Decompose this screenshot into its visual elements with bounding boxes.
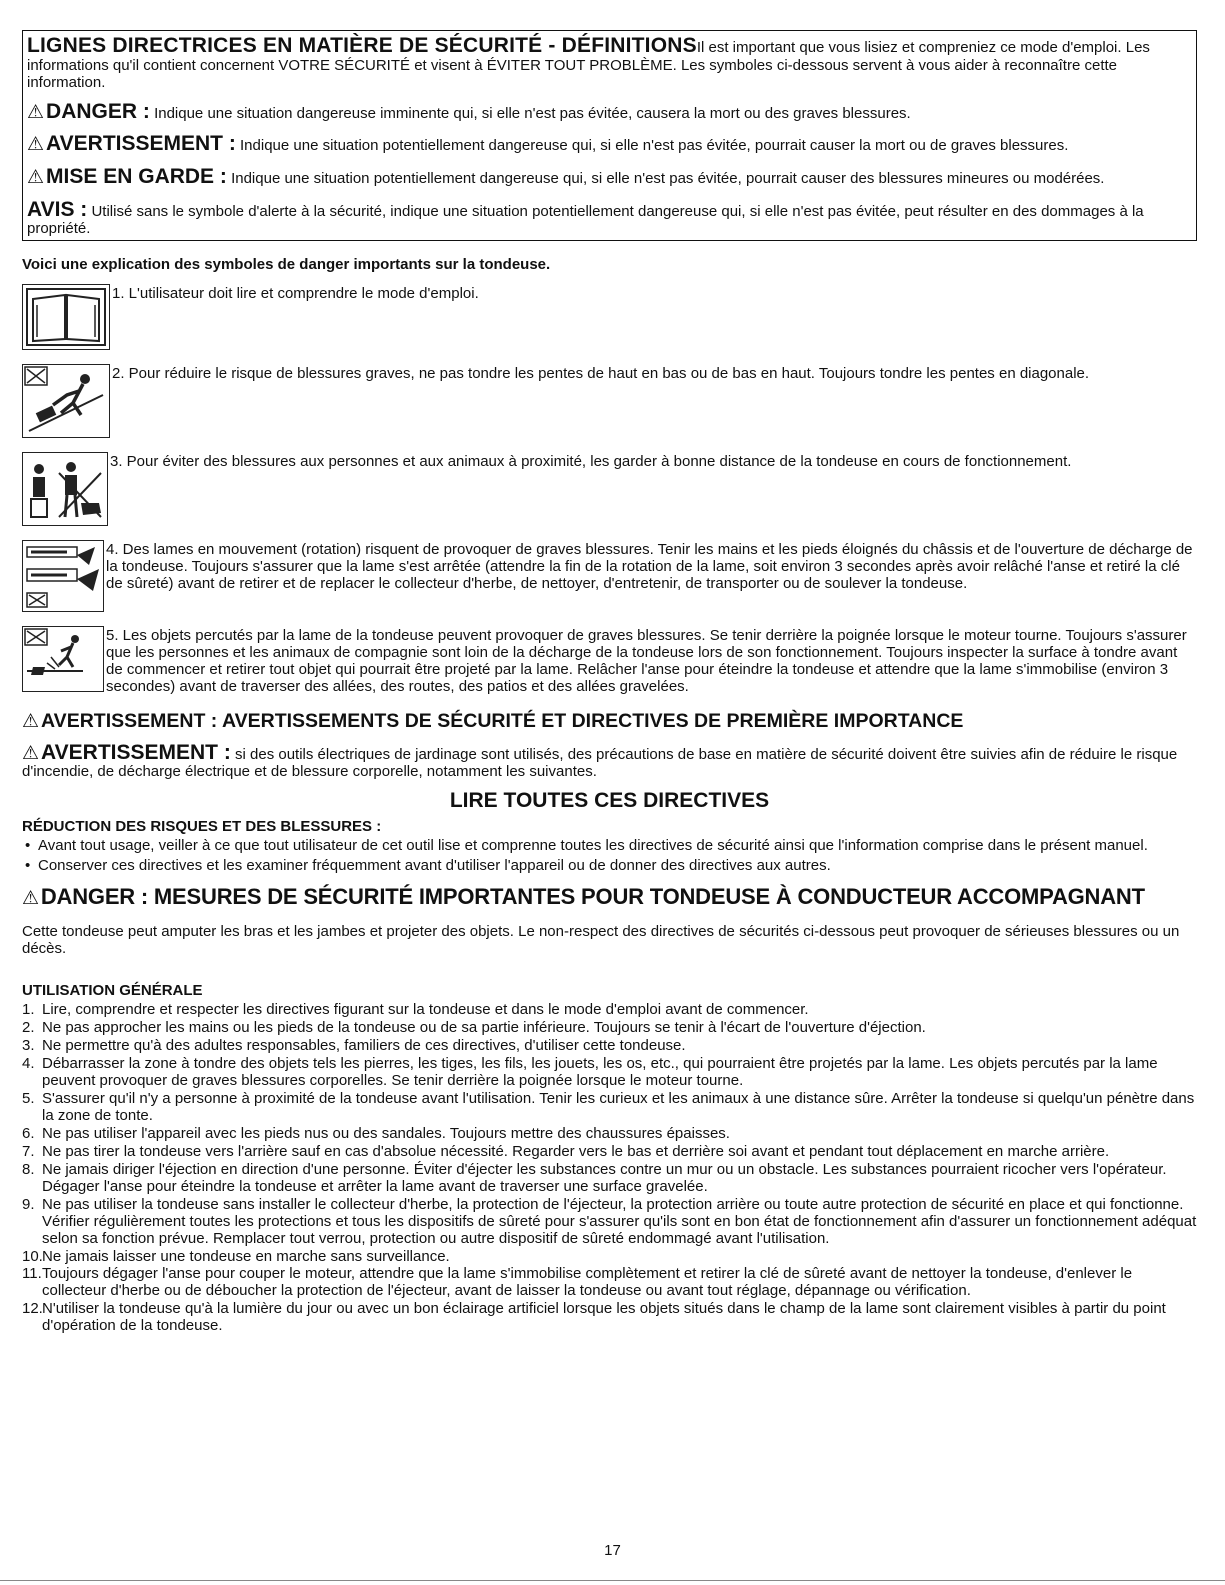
warning-heading: ⚠ AVERTISSEMENT : AVERTISSEMENTS DE SÉCURITÉ ET DIRECTIVES DE PREMIÈRE IMPORTANCE [22,710,964,733]
definition-notice: AVIS : Utilisé sans le symbole d'alerte à la sécurité, indique une situation potentiellement dangereuse qui, si elle n'est pas évitée, peut résulter en des dommages à la propriété. [27,197,1144,238]
rotating-blade-icon [22,540,104,612]
warning-paragraph: ⚠AVERTISSEMENT : si des outils électriques de jardinage sont utilisés, des précautions de base en matière de sécurité doivent être suivies afin de réduire le risque d'incendie, de décharge électrique et de blessure corporelle, notamment les suivantes. [22,740,1178,781]
document-page [22,30,1197,1336]
alert-triangle-icon: ⚠ [22,742,40,764]
definitions-intro: Il est important que vous lisiez et compreniez ce mode d'emploi. Les informations qu'il contient concernent VOTRE SÉCURITÉ et visent à ÉVITER TOUT PROBLÈME. Les symboles ci-dessous servent à vous aider à reconnaître cette information. [27,39,1150,91]
definition-caution: ⚠MISE EN GARDE : Indique une situation potentiellement dangereuse qui, si elle n'est pas évitée, pourrait causer des blessures mineures ou modérées. [27,165,1105,189]
general-use-heading: UTILISATION GÉNÉRALE [22,982,203,1000]
list-item: 12. N'utiliser la tondeuse qu'à la lumière du jour ou avec un bon éclairage artificiel lorsque les objets situés dans le champ de la lame sont clairement visibles à partir du point d'opération de la tondeuse. [22,1300,1166,1335]
danger-heading: ⚠DANGER : MESURES DE SÉCURITÉ IMPORTANTES POUR TONDEUSE À CONDUCTEUR ACCOMPAGNANT [22,883,1145,909]
list-item: 3. Ne permettre qu'à des adultes responsables, familiers de ces directives, d'utiliser cette tondeuse. [22,1037,686,1055]
symbol-row-5: 5. Les objets percutés par la lame de la tondeuse peuvent provoquer de graves blessures. Se tenir derrière la poignée lorsque le moteur tourne. Toujours s'assurer que les personnes et les animaux de compagnie sont loin de la décharge de la tondeuse lors de son fonctionnement. Toujours inspecter la surface à tondre avant de commencer et retirer tout objet qui pourrait être projeté par la lame. Relâcher l'anse pour éteindre la tondeuse et attendre que la lame s'immobilise (environ 3 secondes) avant de traverser des allées, des routes, des patios et des allées gravelées. [22,626,1197,696]
symbol-row-2: 2. Pour réduire le risque de blessures graves, ne pas tondre les pentes de haut en bas ou de bas en haut. Toujours tondre les pentes en diagonale. [22,364,1197,438]
alert-triangle-icon: ⚠ [22,711,40,733]
list-item: • Avant tout usage, veiller à ce que tout utilisateur de cet outil lise et comprenne toutes les directives de sécurité ainsi que l'information comprise dans le présent manuel. [22,838,1197,855]
thrown-objects-icon [22,626,104,692]
list-item: 6. Ne pas utiliser l'appareil avec les pieds nus ou des sandales. Toujours mettre des chaussures épaisses. [22,1124,730,1142]
list-item: 4. Débarrasser la zone à tondre des objets tels les pierres, les tiges, les fils, les jouets, les os, etc., qui pourraient être projetés par la lame. Les objets percutés par la lame peuvent provoquer de graves blessures corporelles. Se tenir derrière la poignée lorsque le moteur tourne. [22,1055,1158,1090]
reduction-heading: RÉDUCTION DES RISQUES ET DES BLESSURES : [22,817,382,835]
list-item: 11. Toujours dégager l'anse pour couper le moteur, attendre que la lame s'immobilise complètement et retirer la clé de sûreté avant de nettoyer la tondeuse, d'enlever le collecteur d'herbe ou de déboucher la protection de l'éjecteur, avant de laisser la tondeuse ou avant tout réglage, dépannage ou vérification. [22,1265,1133,1300]
list-item: • Conserver ces directives et les examiner fréquemment avant d'utiliser l'appareil ou de donner des directives aux autres. [22,858,1197,875]
bottom-divider [0,1580,1225,1581]
list-item: 9. Ne pas utiliser la tondeuse sans installer le collecteur d'herbe, la protection de l'éjecteur, la protection arrière ou toute autre protection de sécurité en place et qui fonctionne. Vérifier régulièrement toutes les protections et tous les dispositifs de sûreté pour s'assurer qu'ils sont en bon état de fonctionnement afin d'assurer un fonctionnement adéquat selon sa fonction prévue. Remplacer tout verrou, protection ou autre dispositif de sûreté endommagé avant l'utilisation. [22,1195,1197,1247]
symbol-row-4: 4. Des lames en mouvement (rotation) risquent de provoquer de graves blessures. Tenir les mains et les pieds éloignés du châssis et de l'ouverture de décharge de la tondeuse. Toujours s'assurer que la lame s'est arrêtée (attendre la fin de la rotation de la lame, soit environ 3 secondes après avoir relâché l'anse et retiré la clé de sûreté) avant de retirer et de replacer le collecteur d'herbe, de nettoyer, d'entretenir, de transporter ou de soulever la tondeuse. [22,540,1197,612]
page-number: 17 [604,1542,621,1559]
reduction-list [22,838,1197,875]
manual-book-icon [22,284,110,350]
symbols-heading: Voici une explication des symboles de danger importants sur la tondeuse. [22,256,551,274]
safety-definitions-box [22,30,1197,241]
list-item: 7. Ne pas tirer la tondeuse vers l'arrière sauf en cas d'absolue nécessité. Regarder vers le bas et derrière soi avant et pendant tout déplacement en marche arrière. [22,1142,1110,1160]
alert-triangle-icon: ⚠ [27,167,45,189]
list-item: 5. S'assurer qu'il n'y a personne à proximité de la tondeuse avant l'utilisation. Tenir les curieux et les animaux à une distance sûre. Arrêter la tondeuse si quelqu'un pénètre dans la zone de tonte. [22,1090,1195,1125]
list-item: 10. Ne jamais laisser une tondeuse en marche sans surveillance. [22,1247,450,1265]
list-item: 1. Lire, comprendre et respecter les directives figurant sur la tondeuse et dans le mode d'emploi avant de commencer. [22,1001,809,1019]
read-all-heading: LIRE TOUTES CES DIRECTIVES [449,789,770,813]
list-item: 8. Ne jamais diriger l'éjection en direction d'une personne. Éviter d'éjecter les substances contre un mur ou un obstacle. Les substances pourraient ricocher vers l'opérateur. Dégager l'anse pour éteindre la tondeuse et arrêter la lame avant de traverser une surface gravelée. [22,1160,1167,1195]
definition-warning: ⚠AVERTISSEMENT : Indique une situation potentiellement dangereuse qui, si elle n'est pas évitée, pourrait causer la mort ou de graves blessures. [27,132,1069,156]
slope-mowing-icon [22,364,110,438]
danger-paragraph: Cette tondeuse peut amputer les bras et les jambes et projeter des objets. Le non-respect des directives de sécurités ci-dessous peut provoquer de sérieuses blessures ou un décès. [22,922,1180,957]
list-item: 2. Ne pas approcher les mains ou les pieds de la tondeuse ou de sa partie inférieure. Toujours se tenir à l'écart de l'ouverture d'éjection. [22,1019,926,1037]
definition-danger: ⚠DANGER : Indique une situation dangereuse imminente qui, si elle n'est pas évitée, causera la mort ou des graves blessures. [27,99,911,123]
symbol-row-1: 1. L'utilisateur doit lire et comprendre le mode d'emploi. [22,284,1197,350]
alert-triangle-icon: ⚠ [27,101,45,123]
alert-triangle-icon: ⚠ [22,887,39,909]
definitions-title: LIGNES DIRECTRICES EN MATIÈRE DE SÉCURITÉ - DÉFINITIONS [27,34,697,57]
symbol-row-3: 3. Pour éviter des blessures aux personnes et aux animaux à proximité, les garder à bonne distance de la tondeuse en cours de fonctionnement. [22,452,1197,526]
alert-triangle-icon: ⚠ [27,134,45,156]
bystanders-distance-icon [22,452,108,526]
general-use-list [22,1002,1197,1335]
